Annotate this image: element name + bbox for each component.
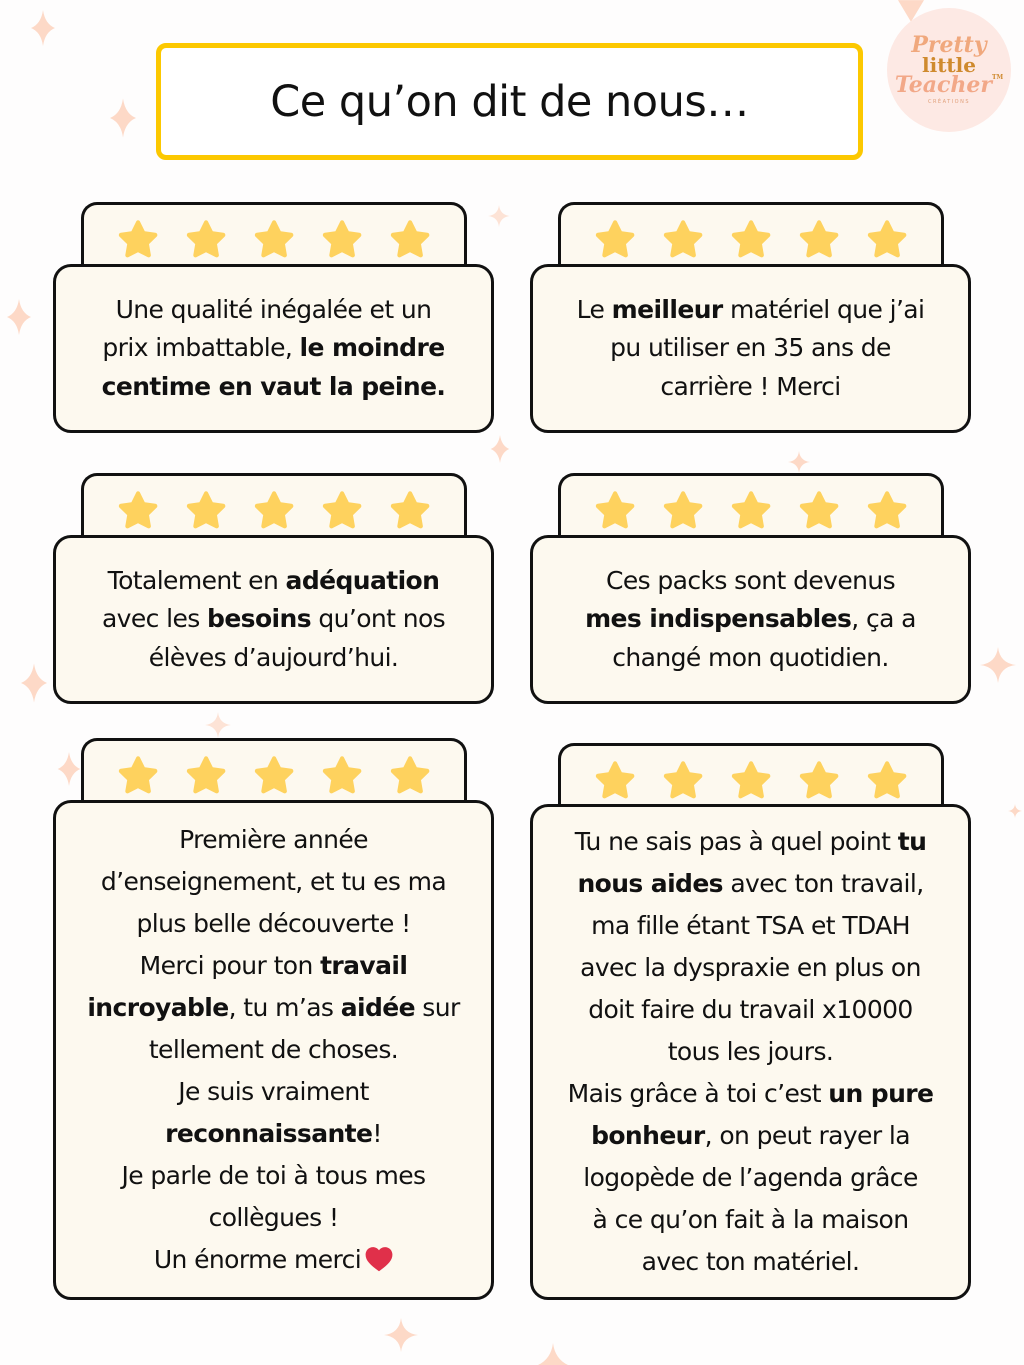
logo-word-pretty: Pretty	[911, 32, 987, 59]
emphasis-text: besoins	[207, 604, 311, 634]
text-segment: !	[372, 1119, 382, 1148]
page-title: Ce qu’on dit de nous…	[270, 76, 749, 127]
star-icon	[251, 488, 297, 532]
review-text-line	[87, 861, 459, 903]
text-segment: , ça a	[851, 604, 916, 634]
review-text-line	[102, 368, 446, 407]
star-icon	[864, 217, 910, 261]
sparkle-icon	[538, 1343, 568, 1365]
emphasis-text: bonheur	[591, 1121, 705, 1150]
star-icon	[387, 488, 433, 532]
review-text-line	[568, 989, 934, 1031]
review-text	[568, 821, 934, 1283]
text-segment: Mais grâce à toi c’est	[567, 1079, 829, 1108]
star-icon	[319, 488, 365, 532]
logo-word-little: little	[922, 53, 976, 78]
review-text-line	[87, 945, 459, 987]
star-icon	[592, 217, 638, 261]
review-text-line	[102, 329, 446, 368]
star-icon	[796, 758, 842, 802]
star-icon	[796, 217, 842, 261]
text-segment: ma fille étant TSA et TDAH	[591, 911, 910, 940]
text-segment: avec ton travail,	[722, 869, 924, 898]
review-text-line	[87, 987, 459, 1029]
text-segment: tous les jours.	[667, 1037, 834, 1066]
emphasis-text: un pure	[828, 1079, 934, 1108]
text-segment: , tu m’as	[228, 993, 341, 1022]
text-segment: Je suis vraiment	[178, 1077, 369, 1106]
sparkle-icon	[7, 299, 31, 335]
text-segment: qu’ont nos	[311, 604, 446, 634]
review-text	[87, 819, 459, 1281]
sparkle-icon	[788, 451, 810, 473]
star-icon	[592, 758, 638, 802]
text-segment: Ces packs sont devenus	[605, 565, 896, 595]
review-text-line	[577, 329, 925, 368]
emphasis-text: aidée	[340, 993, 415, 1022]
text-segment: pu utiliser en 35 ans de	[610, 333, 891, 363]
text-segment: à ce qu’on fait à la maison	[592, 1205, 909, 1234]
text-segment: carrière ! Merci	[660, 371, 841, 401]
review-text-line	[585, 562, 916, 601]
star-icon	[592, 488, 638, 532]
review-text-line	[568, 1031, 934, 1073]
review-text-line	[87, 819, 459, 861]
review-text	[577, 291, 925, 407]
review-text	[585, 562, 916, 678]
star-icon	[251, 217, 297, 261]
review-text-line	[568, 905, 934, 947]
star-icon	[115, 753, 161, 797]
review-text-line	[577, 291, 925, 330]
text-segment: prix imbattable,	[102, 333, 300, 363]
review-text-line	[87, 1155, 459, 1197]
star-icon	[183, 753, 229, 797]
review-text-line	[585, 600, 916, 639]
text-segment: d’enseignement, et tu es ma	[100, 867, 447, 896]
star-icon	[319, 753, 365, 797]
review-text-line	[87, 1071, 459, 1113]
review-text-line	[87, 1239, 459, 1281]
text-segment: Première année	[179, 825, 368, 854]
review-text-line	[568, 863, 934, 905]
text-segment: avec la dyspraxie en plus on	[580, 953, 921, 982]
sparkle-icon	[31, 10, 55, 46]
review-text-line	[102, 639, 445, 678]
star-icon	[115, 488, 161, 532]
review-text-line	[102, 562, 445, 601]
sparkle-icon	[1008, 804, 1022, 818]
sparkle-icon	[980, 645, 1016, 685]
review-text-line	[568, 947, 934, 989]
review-text	[102, 291, 446, 407]
emphasis-text: mes indispensables	[585, 604, 852, 634]
review-text-line	[568, 1115, 934, 1157]
star-icon	[728, 488, 774, 532]
text-segment: Une qualité inégalée et un	[115, 294, 432, 324]
star-icon	[728, 758, 774, 802]
review-text-line	[87, 1197, 459, 1239]
emphasis-text: centime en vaut la peine.	[101, 371, 446, 401]
text-segment: Un énorme merci	[153, 1245, 362, 1274]
title-banner	[156, 43, 863, 160]
text-segment: Je parle de toi à tous mes	[121, 1161, 426, 1190]
star-icon	[319, 217, 365, 261]
review-text-line	[102, 600, 445, 639]
star-icon	[660, 488, 706, 532]
emphasis-text: incroyable	[87, 993, 229, 1022]
star-icon	[660, 758, 706, 802]
emphasis-text: meilleur	[611, 294, 723, 324]
review-text-line	[87, 1113, 459, 1155]
text-segment: Tu ne sais pas à quel point	[574, 827, 898, 856]
review-quote-box	[530, 804, 971, 1300]
review-text-line	[585, 639, 916, 678]
text-segment: matériel que j’ai	[722, 294, 925, 324]
emphasis-text: nous aides	[577, 869, 723, 898]
text-segment: collègues !	[208, 1203, 339, 1232]
text-segment: Merci pour ton	[139, 951, 321, 980]
star-icon	[864, 488, 910, 532]
text-segment: changé mon quotidien.	[612, 642, 889, 672]
text-segment: , on peut rayer la	[704, 1121, 910, 1150]
text-segment: élèves d’aujourd’hui.	[148, 642, 399, 672]
review-quote-box	[53, 800, 494, 1300]
emphasis-text: reconnaissante	[165, 1119, 373, 1148]
star-icon	[387, 753, 433, 797]
star-icon	[728, 217, 774, 261]
sparkle-icon	[488, 205, 510, 227]
star-icon	[183, 217, 229, 261]
review-text-line	[568, 1241, 934, 1283]
sparkle-icon	[110, 97, 136, 139]
review-text-line	[102, 291, 446, 330]
sparkle-icon	[384, 1318, 418, 1352]
star-icon	[183, 488, 229, 532]
text-segment: doit faire du travail x10000	[588, 995, 913, 1024]
review-text-line	[87, 903, 459, 945]
star-icon	[387, 217, 433, 261]
star-icon	[864, 758, 910, 802]
brand-logo	[887, 8, 1011, 132]
star-icon	[251, 753, 297, 797]
text-segment: Totalement en	[107, 565, 286, 595]
sparkle-icon	[21, 662, 47, 704]
review-quote-box	[53, 264, 494, 433]
sparkle-icon	[205, 712, 231, 738]
review-text-line	[568, 1199, 934, 1241]
logo-word-creations: CRÉATIONS	[927, 99, 971, 106]
star-icon	[796, 488, 842, 532]
text-segment: sur	[414, 993, 460, 1022]
text-segment: tellement de choses.	[148, 1035, 399, 1064]
review-text-line	[568, 1073, 934, 1115]
review-quote-box	[53, 535, 494, 704]
review-text-line	[568, 1157, 934, 1199]
star-icon	[660, 217, 706, 261]
review-text-line	[577, 368, 925, 407]
star-icon	[115, 217, 161, 261]
text-segment: avec les	[101, 604, 208, 634]
text-segment: avec ton matériel.	[641, 1247, 860, 1276]
emphasis-text: tu	[897, 827, 927, 856]
review-quote-box	[530, 264, 971, 433]
logo-word-teacher: Teacher™	[894, 72, 1004, 99]
heart-icon	[365, 1246, 393, 1272]
sparkle-icon	[490, 435, 510, 463]
emphasis-text: le moindre	[299, 333, 445, 363]
text-segment: logopède de l’agenda grâce	[583, 1163, 918, 1192]
text-segment: Le	[576, 294, 612, 324]
emphasis-text: adéquation	[285, 565, 440, 595]
text-segment: plus belle découverte !	[136, 909, 411, 938]
review-text-line	[568, 821, 934, 863]
review-text-line	[87, 1029, 459, 1071]
emphasis-text: travail	[320, 951, 408, 980]
review-quote-box	[530, 535, 971, 704]
review-text	[102, 562, 445, 678]
sparkle-icon	[55, 752, 83, 786]
